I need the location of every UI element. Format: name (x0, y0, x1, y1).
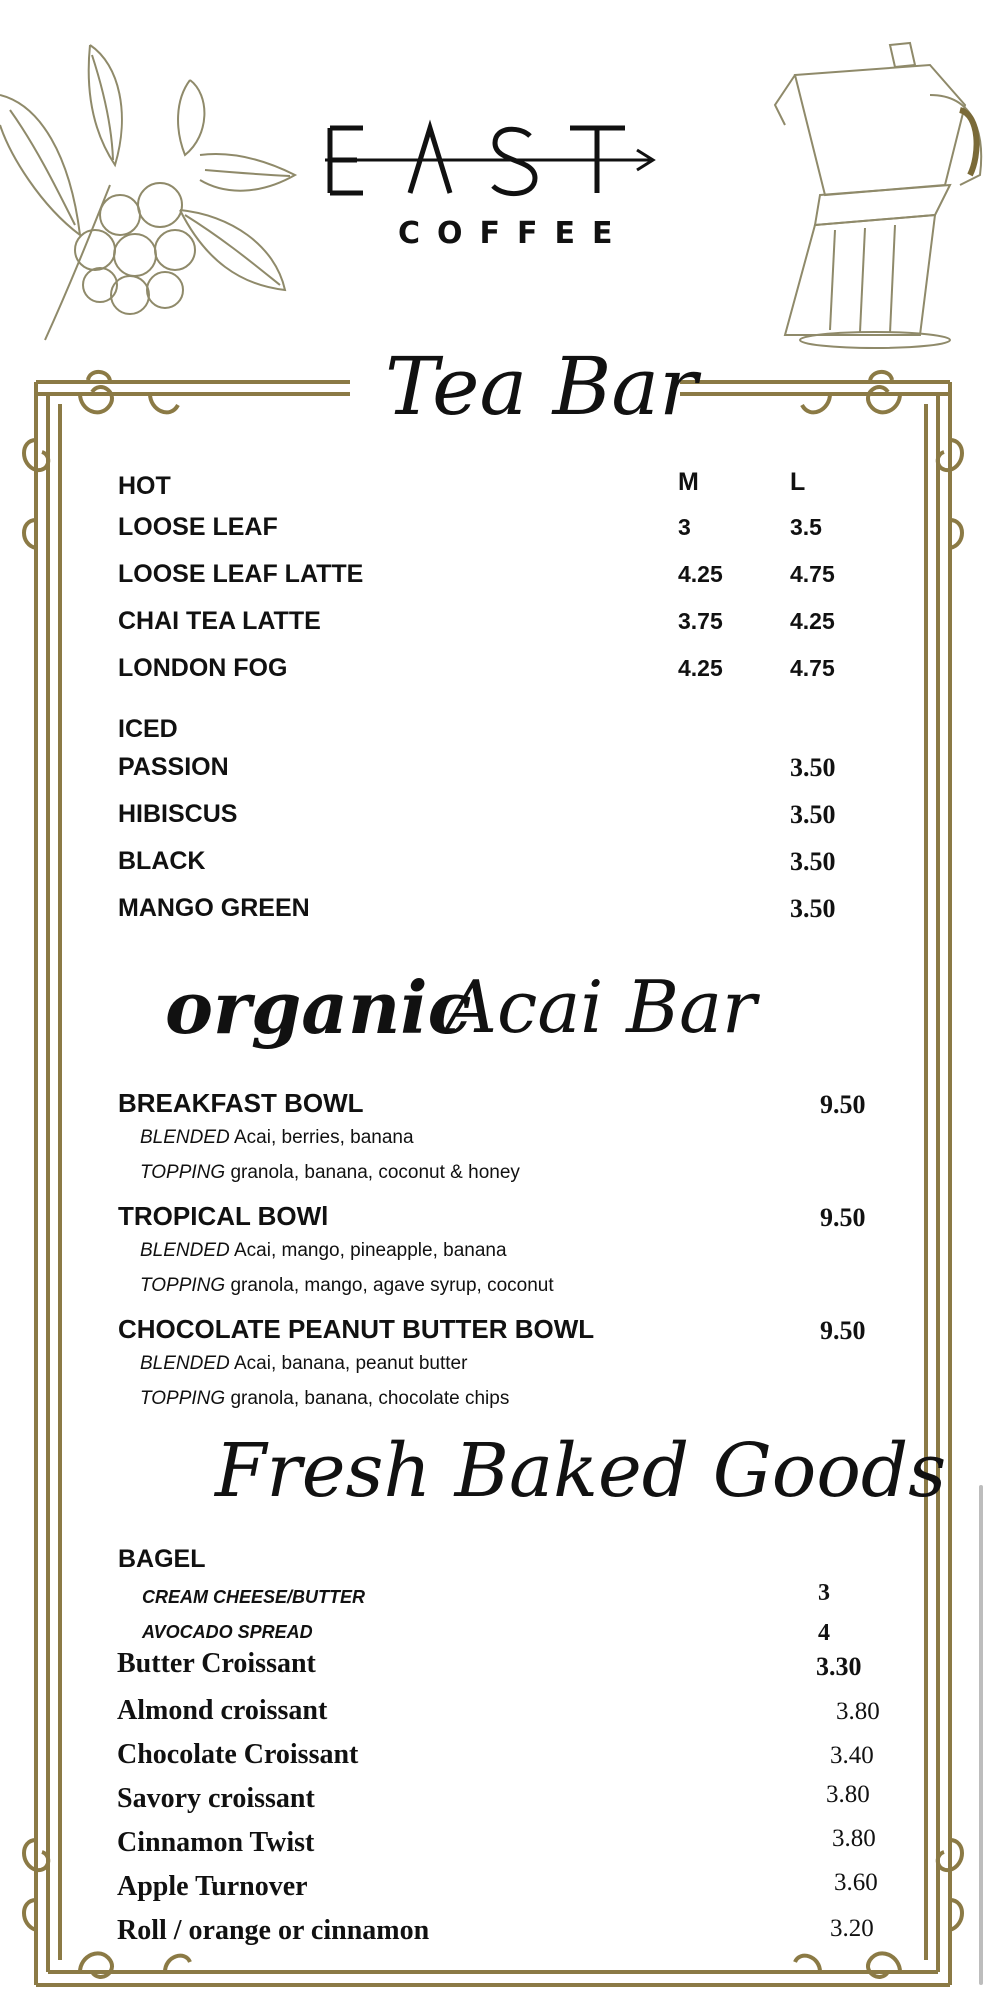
acai-bar-title-bold: organic (165, 965, 472, 1050)
bowl-blended (140, 1127, 414, 1149)
tea-item-name: LOOSE LEAF LATTE (118, 560, 364, 588)
baked-item-name: Butter Croissant (117, 1648, 316, 1679)
iced-item-name: HIBISCUS (118, 800, 238, 828)
logo-subtitle: COFFEE (398, 216, 630, 251)
blended-label: BLENDED (140, 1127, 230, 1148)
tea-item-l-price: 3.5 (790, 514, 822, 540)
tea-item-l-price: 4.75 (790, 655, 835, 681)
iced-item-price: 3.50 (790, 753, 836, 782)
topping-text: granola, banana, coconut & honey (230, 1162, 520, 1183)
baked-item-name: Almond croissant (117, 1695, 328, 1726)
baked-goods-title: Fresh Baked Goods (215, 1428, 947, 1514)
baked-item-price: 3.40 (830, 1742, 874, 1769)
coffee-branch-illustration (0, 35, 300, 350)
blended-text: Acai, mango, pineapple, banana (233, 1240, 507, 1261)
tea-item-l-price: 4.25 (790, 608, 835, 634)
baked-item-price: 3.80 (832, 1825, 876, 1852)
tea-item-name: LOOSE LEAF (118, 513, 278, 541)
hot-heading: HOT (118, 472, 171, 500)
bowl-topping (140, 1275, 554, 1297)
col-l-header: L (790, 468, 806, 496)
baked-item-price: 3.60 (834, 1869, 878, 1896)
topping-label: TOPPING (140, 1275, 226, 1296)
bowl-topping (140, 1162, 520, 1184)
tea-item-l-price: 4.75 (790, 561, 835, 587)
bowl-blended (140, 1240, 507, 1262)
topping-label: TOPPING (140, 1388, 226, 1409)
east-logo-wordmark (325, 118, 665, 208)
iced-item-name: PASSION (118, 753, 229, 781)
acai-bar-title-script: Acai Bar (445, 965, 757, 1049)
blended-label: BLENDED (140, 1353, 230, 1374)
baked-item-name: Apple Turnover (117, 1871, 308, 1902)
moka-pot-illustration (735, 35, 987, 355)
bagel-option-price: 4 (818, 1620, 830, 1646)
tea-item-m-price: 4.25 (678, 561, 723, 587)
tea-item-m-price: 3 (678, 514, 691, 540)
topping-label: TOPPING (140, 1162, 226, 1183)
baked-item-price: 3.30 (816, 1652, 862, 1681)
topping-text: granola, banana, chocolate chips (230, 1388, 510, 1409)
baked-item-price: 3.20 (830, 1915, 874, 1942)
tea-item-m-price: 4.25 (678, 655, 723, 681)
iced-heading: ICED (118, 715, 178, 743)
iced-item-name: MANGO GREEN (118, 894, 310, 922)
iced-item-name: BLACK (118, 847, 206, 875)
bagel-option-name: AVOCADO SPREAD (142, 1622, 313, 1642)
blended-text: Acai, banana, peanut butter (233, 1353, 468, 1374)
bowl-topping (140, 1388, 509, 1410)
blended-label: BLENDED (140, 1240, 230, 1261)
iced-item-price: 3.50 (790, 800, 836, 829)
bowl-name: BREAKFAST BOWL (118, 1088, 364, 1118)
tea-bar-title: Tea Bar (385, 340, 698, 433)
baked-item-price: 3.80 (836, 1698, 880, 1725)
baked-item-name: Chocolate Croissant (117, 1739, 359, 1770)
baked-item-name: Roll / orange or cinnamon (117, 1915, 430, 1946)
bagel-heading: BAGEL (118, 1545, 206, 1573)
bowl-price: 9.50 (820, 1316, 866, 1345)
topping-text: granola, mango, agave syrup, coconut (230, 1275, 554, 1296)
tea-item-name: CHAI TEA LATTE (118, 607, 321, 635)
bowl-price: 9.50 (820, 1203, 866, 1232)
col-m-header: M (678, 468, 699, 496)
bagel-option-name: CREAM CHEESE/BUTTER (142, 1587, 366, 1607)
tea-item-m-price: 3.75 (678, 608, 723, 634)
bowl-price: 9.50 (820, 1090, 866, 1119)
baked-item-name: Savory croissant (117, 1783, 315, 1814)
scrollbar[interactable] (979, 1485, 983, 1985)
bowl-blended (140, 1353, 467, 1375)
blended-text: Acai, berries, banana (233, 1127, 414, 1148)
iced-item-price: 3.50 (790, 847, 836, 876)
baked-item-name: Cinnamon Twist (117, 1827, 315, 1858)
iced-item-price: 3.50 (790, 894, 836, 923)
baked-item-price: 3.80 (826, 1781, 870, 1808)
bowl-name: CHOCOLATE PEANUT BUTTER BOWL (118, 1314, 595, 1344)
bowl-name: TROPICAL BOWl (118, 1201, 329, 1231)
bagel-option-price: 3 (818, 1580, 830, 1606)
tea-item-name: LONDON FOG (118, 654, 288, 682)
